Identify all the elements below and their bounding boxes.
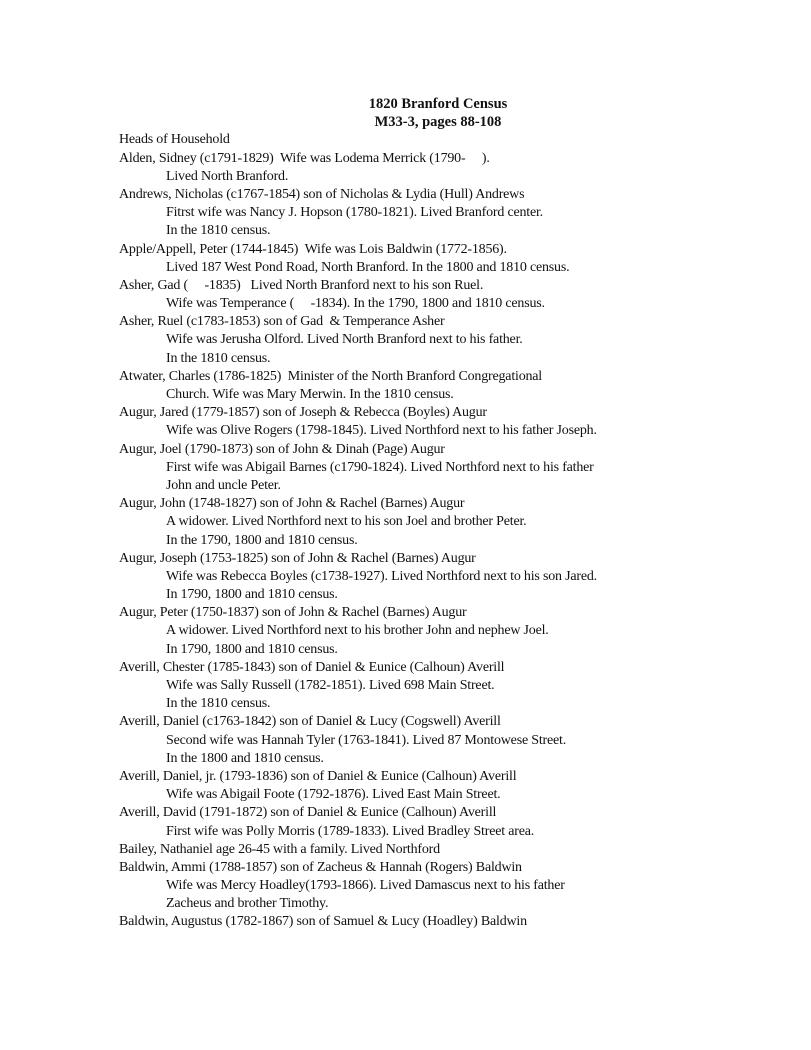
entry-detail-line: In the 1810 census. bbox=[166, 350, 271, 366]
entry-detail-line: In the 1810 census. bbox=[166, 696, 271, 712]
entry-detail-line: Zacheus and brother Timothy. bbox=[166, 896, 329, 912]
household-entry bbox=[119, 859, 719, 914]
household-entry bbox=[119, 441, 719, 496]
entry-detail-line: John and uncle Peter. bbox=[166, 477, 281, 493]
household-entry bbox=[119, 186, 719, 241]
entry-name-line: Averill, David (1791-1872) son of Daniel & Eunice (Calhoun) Averill bbox=[119, 805, 497, 821]
entry-detail-line: First wife was Polly Morris (1789-1833). Lived Bradley Street area. bbox=[166, 823, 535, 839]
entry-detail-line: Wife was Rebecca Boyles (c1738-1927). Lived Northford next to his son Jared. bbox=[166, 568, 597, 584]
entry-name-line: Alden, Sidney (c1791-1829) Wife was Lodema Merrick (1790- ). bbox=[119, 150, 490, 166]
entry-name-line: Asher, Ruel (c1783-1853) son of Gad & Temperance Asher bbox=[119, 314, 445, 330]
document-title: 1820 Branford Census bbox=[368, 96, 508, 112]
household-entry bbox=[119, 368, 719, 404]
entry-detail-line: Wife was Olive Rogers (1798-1845). Lived Northford next to his father Joseph. bbox=[166, 423, 597, 439]
document-body bbox=[119, 131, 719, 931]
entry-detail-line: Lived North Branford. bbox=[166, 168, 289, 184]
entry-detail-line: In 1790, 1800 and 1810 census. bbox=[166, 587, 338, 603]
entry-detail-line: In the 1790, 1800 and 1810 census. bbox=[166, 532, 358, 548]
section-heading: Heads of Household bbox=[119, 132, 230, 148]
household-entry bbox=[119, 313, 719, 368]
household-entry bbox=[119, 804, 719, 840]
entry-detail-line: Wife was Mercy Hoadley(1793-1866). Lived Damascus next to his father bbox=[166, 878, 565, 894]
entry-detail-line: First wife was Abigail Barnes (c1790-1824). Lived Northford next to his father bbox=[166, 459, 594, 475]
entry-detail-line: In the 1800 and 1810 census. bbox=[166, 750, 324, 766]
entry-detail-line: Wife was Temperance ( -1834). In the 1790, 1800 and 1810 census. bbox=[166, 296, 545, 312]
entry-detail-line: Wife was Jerusha Olford. Lived North Branford next to his father. bbox=[166, 332, 523, 348]
entry-name-line: Baldwin, Augustus (1782-1867) son of Samuel & Lucy (Hoadley) Baldwin bbox=[119, 914, 527, 930]
household-entry bbox=[119, 604, 719, 659]
entry-name-line: Andrews, Nicholas (c1767-1854) son of Nicholas & Lydia (Hull) Andrews bbox=[119, 186, 525, 202]
household-entry bbox=[119, 913, 719, 931]
entry-name-line: Augur, Joseph (1753-1825) son of John & Rachel (Barnes) Augur bbox=[119, 550, 476, 566]
household-entry bbox=[119, 659, 719, 714]
entry-name-line: Augur, John (1748-1827) son of John & Rachel (Barnes) Augur bbox=[119, 496, 465, 512]
document-header bbox=[119, 95, 719, 131]
household-entry bbox=[119, 495, 719, 550]
household-entry bbox=[119, 768, 719, 804]
entry-name-line: Averill, Daniel, jr. (1793-1836) son of Daniel & Eunice (Calhoun) Averill bbox=[119, 768, 517, 784]
household-entry bbox=[119, 404, 719, 440]
entry-name-line: Baldwin, Ammi (1788-1857) son of Zacheus & Hannah (Rogers) Baldwin bbox=[119, 859, 522, 875]
entry-detail-line: Second wife was Hannah Tyler (1763-1841). Lived 87 Montowese Street. bbox=[166, 732, 567, 748]
entry-detail-line: Fitrst wife was Nancy J. Hopson (1780-1821). Lived Branford center. bbox=[166, 205, 543, 221]
entry-name-line: Apple/Appell, Peter (1744-1845) Wife was Lois Baldwin (1772-1856). bbox=[119, 241, 507, 257]
entry-detail-line: A widower. Lived Northford next to his brother John and nephew Joel. bbox=[166, 623, 549, 639]
household-list bbox=[119, 150, 719, 932]
entry-name-line: Asher, Gad ( -1835) Lived North Branford next to his son Ruel. bbox=[119, 277, 484, 293]
entry-detail-line: In the 1810 census. bbox=[166, 223, 271, 239]
entry-name-line: Averill, Daniel (c1763-1842) son of Daniel & Lucy (Cogswell) Averill bbox=[119, 714, 501, 730]
document-subtitle: M33-3, pages 88-108 bbox=[374, 114, 502, 131]
entry-detail-line: Wife was Abigail Foote (1792-1876). Lived East Main Street. bbox=[166, 787, 501, 803]
document-page bbox=[119, 95, 719, 932]
entry-name-line: Augur, Jared (1779-1857) son of Joseph & Rebecca (Boyles) Augur bbox=[119, 405, 487, 421]
entry-name-line: Atwater, Charles (1786-1825) Minister of the North Branford Congregational bbox=[119, 368, 542, 384]
household-entry bbox=[119, 713, 719, 768]
entry-detail-line: In 1790, 1800 and 1810 census. bbox=[166, 641, 338, 657]
household-entry bbox=[119, 150, 719, 186]
entry-detail-line: A widower. Lived Northford next to his son Joel and brother Peter. bbox=[166, 514, 527, 530]
entry-name-line: Augur, Joel (1790-1873) son of John & Dinah (Page) Augur bbox=[119, 441, 445, 457]
household-entry bbox=[119, 241, 719, 277]
household-entry bbox=[119, 277, 719, 313]
entry-detail-line: Wife was Sally Russell (1782-1851). Lived 698 Main Street. bbox=[166, 678, 495, 694]
entry-detail-line: Church. Wife was Mary Merwin. In the 1810 census. bbox=[166, 387, 454, 403]
entry-name-line: Bailey, Nathaniel age 26-45 with a family. Lived Northford bbox=[119, 841, 440, 857]
household-entry bbox=[119, 841, 719, 859]
entry-detail-line: Lived 187 West Pond Road, North Branford. In the 1800 and 1810 census. bbox=[166, 259, 570, 275]
entry-name-line: Averill, Chester (1785-1843) son of Daniel & Eunice (Calhoun) Averill bbox=[119, 659, 505, 675]
household-entry bbox=[119, 550, 719, 605]
entry-name-line: Augur, Peter (1750-1837) son of John & Rachel (Barnes) Augur bbox=[119, 605, 467, 621]
